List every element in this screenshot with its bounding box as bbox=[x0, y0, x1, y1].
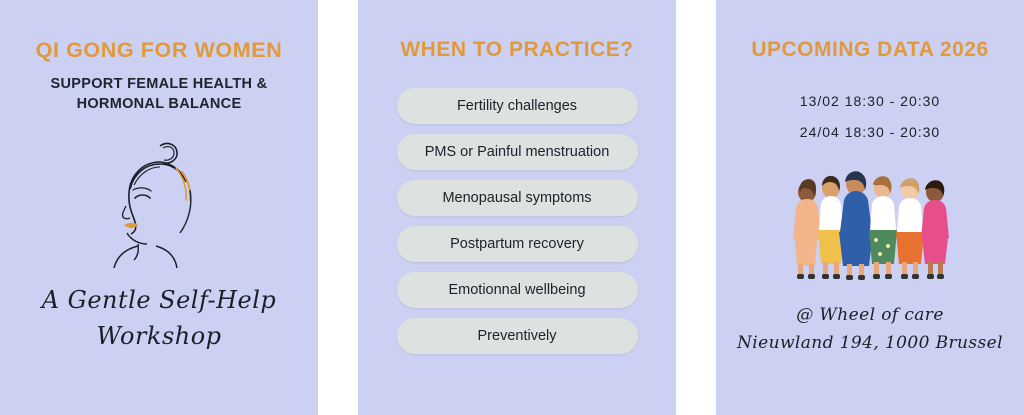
panel1-subtitle-line2: HORMONAL BALANCE bbox=[76, 95, 242, 112]
list-item: Fertility challenges bbox=[397, 88, 638, 124]
panel-divider-2 bbox=[676, 0, 716, 415]
venue-street: Nieuwland 194, 1000 Brussel bbox=[737, 332, 1003, 353]
list-item: PMS or Painful menstruation bbox=[397, 134, 638, 170]
panel-divider-1 bbox=[318, 0, 358, 415]
panel1-subtitle-line1: SUPPORT FEMALE HEALTH & bbox=[50, 76, 268, 92]
venue-name: @ Wheel of care bbox=[796, 304, 944, 325]
woman-face-line-drawing-icon bbox=[0, 128, 318, 268]
panel1-script-line1: A Gentle Self-Help bbox=[41, 286, 277, 315]
list-item: Postpartum recovery bbox=[397, 226, 638, 262]
panel-when-to-practice bbox=[358, 0, 676, 415]
group-of-women-from-behind-icon bbox=[716, 156, 1024, 291]
practice-reasons-list bbox=[358, 88, 676, 354]
session-date: 13/02 18:30 - 20:30 bbox=[799, 93, 941, 109]
list-item: Emotionnal wellbeing bbox=[397, 272, 638, 308]
panel1-script-text bbox=[0, 282, 318, 354]
panel1-title: QI GONG FOR WOMEN bbox=[35, 38, 283, 62]
panel3-title: UPCOMING DATA 2026 bbox=[751, 38, 989, 61]
list-item: Menopausal symptoms bbox=[397, 180, 638, 216]
panel2-title: WHEN TO PRACTICE? bbox=[400, 38, 634, 61]
panel-qi-gong-for-women bbox=[0, 0, 318, 415]
panel1-subtitle bbox=[0, 75, 318, 114]
session-date: 24/04 18:30 - 20:30 bbox=[799, 123, 941, 140]
venue-address bbox=[716, 301, 1024, 357]
panel-upcoming-dates bbox=[716, 0, 1024, 415]
panel1-script-line2: Workshop bbox=[96, 322, 222, 351]
session-dates bbox=[716, 86, 1024, 148]
list-item: Preventively bbox=[397, 318, 638, 354]
